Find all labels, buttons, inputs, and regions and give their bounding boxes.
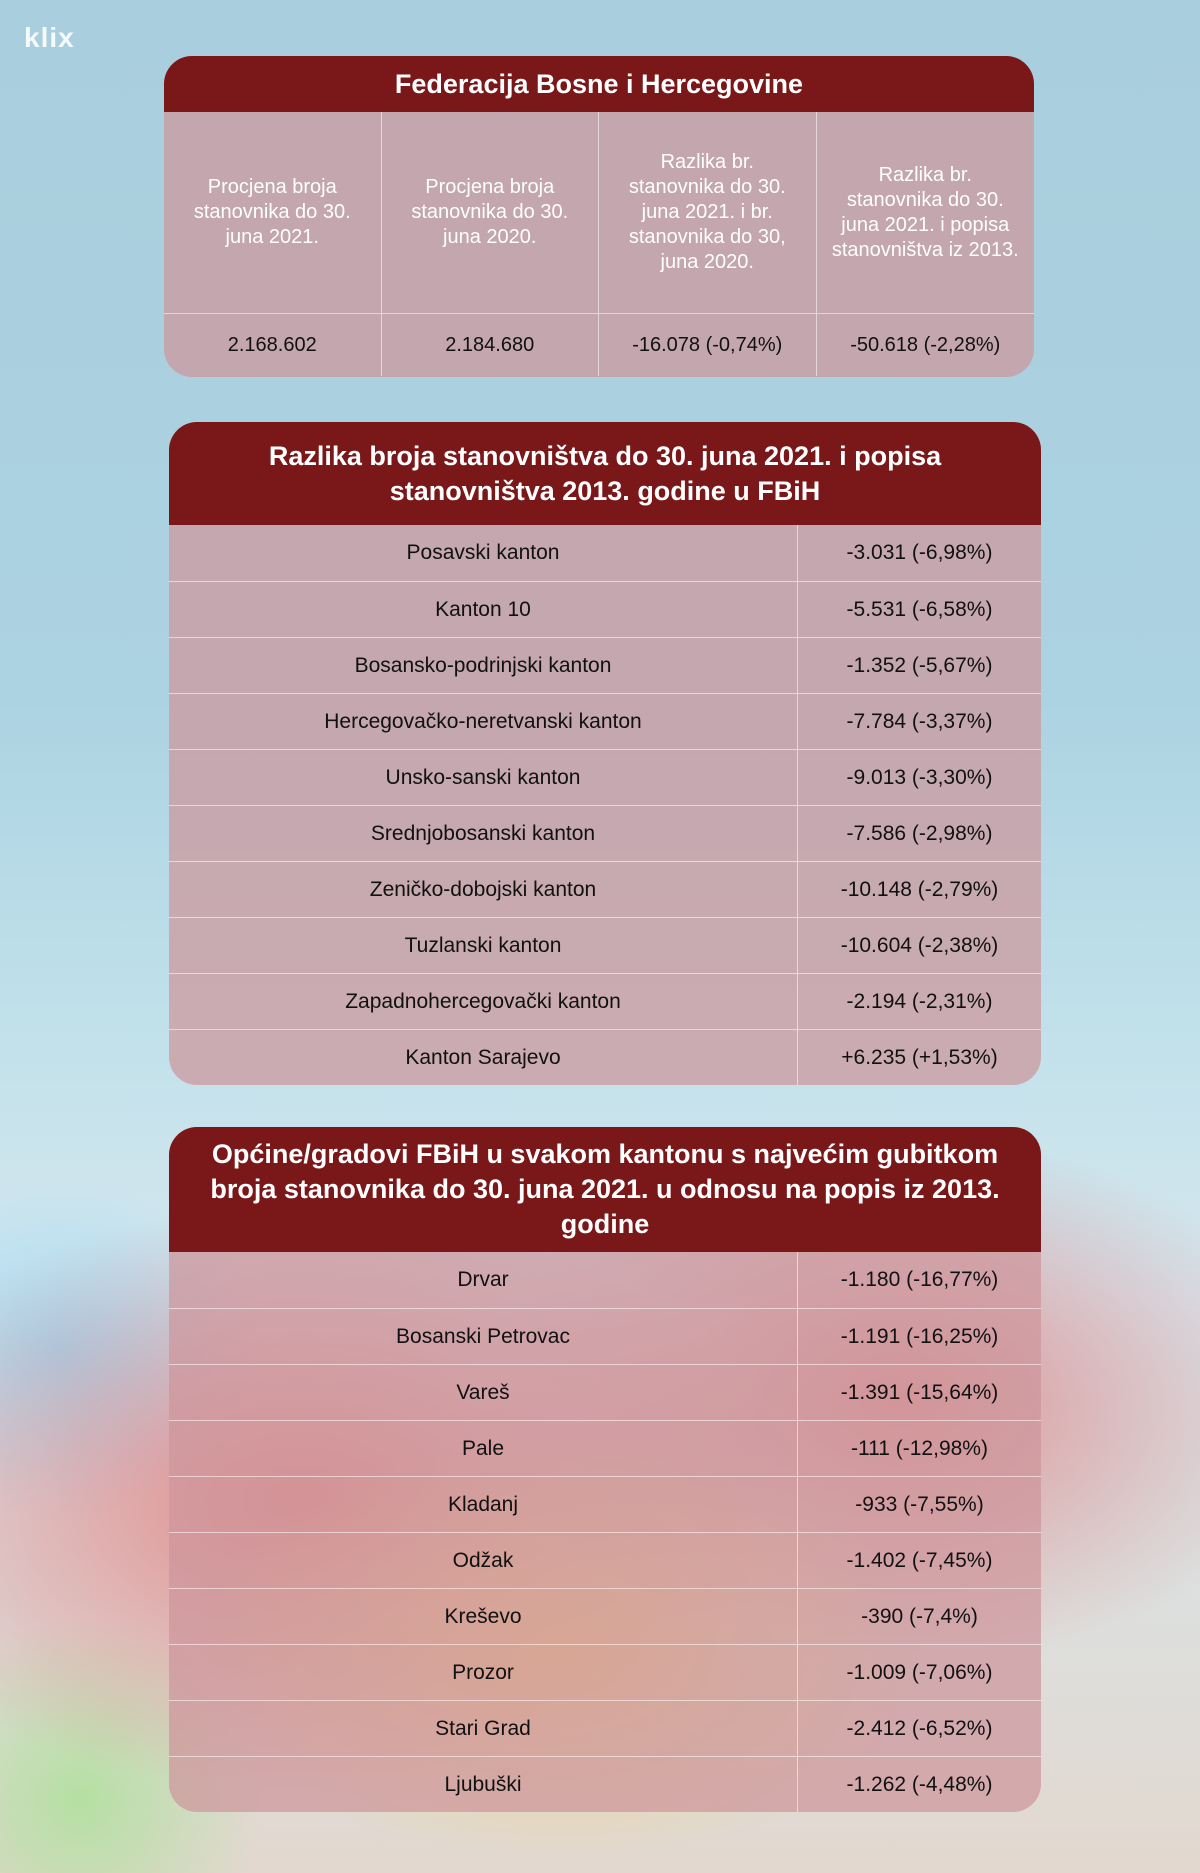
table-cell: -16.078 (-0,74%) — [599, 314, 817, 376]
canton-value: -9.013 (-3,30%) — [846, 765, 993, 789]
canton-name: Srednjobosanski kanton — [169, 806, 798, 861]
municipality-value: -1.402 (-7,45%) — [846, 1548, 993, 1572]
municipality-name: Kreševo — [169, 1589, 798, 1644]
fbih-summary-table — [164, 56, 1034, 377]
canton-name: Bosansko-podrinjski kanton — [169, 638, 798, 693]
canton-name: Tuzlanski kanton — [169, 918, 798, 973]
table-row — [169, 1252, 1041, 1308]
canton-name: Kanton Sarajevo — [169, 1030, 798, 1085]
canton-name: Unsko-sanski kanton — [169, 750, 798, 805]
table-title: Razlika broja stanovništva do 30. juna 2021. i popisa stanovništva 2013. godine u FBiH — [169, 422, 1041, 525]
canton-value: +6.235 (+1,53%) — [841, 1045, 998, 1069]
canton-value: -7.586 (-2,98%) — [846, 821, 993, 845]
table-row — [169, 581, 1041, 637]
table-row — [169, 1029, 1041, 1085]
table-row — [169, 1756, 1041, 1812]
table-row — [169, 637, 1041, 693]
municipality-value: -1.009 (-7,06%) — [846, 1660, 993, 1684]
municipality-name: Pale — [169, 1421, 798, 1476]
municipality-value: -1.391 (-15,64%) — [840, 1380, 999, 1404]
table-row — [169, 1644, 1041, 1700]
table-cell: 2.184.680 — [382, 314, 600, 376]
canton-value: -10.604 (-2,38%) — [840, 933, 999, 957]
table-row — [169, 1700, 1041, 1756]
municipality-name: Prozor — [169, 1645, 798, 1700]
municipality-value: -1.180 (-16,77%) — [840, 1268, 999, 1291]
column-header: Razlika br. stanovnika do 30. juna 2021. i popisa stanovništva iz 2013. — [817, 112, 1035, 314]
table-cell: -50.618 (-2,28%) — [850, 333, 1001, 356]
municipality-value: -390 (-7,4%) — [861, 1604, 978, 1628]
canton-name: Zeničko-dobojski kanton — [169, 862, 798, 917]
table-row — [169, 973, 1041, 1029]
municipality-loss-table — [169, 1127, 1041, 1812]
municipality-value: -111 (-12,98%) — [851, 1436, 988, 1460]
klix-logo: klix — [24, 22, 75, 53]
table-body — [169, 1252, 1041, 1812]
canton-name: Zapadnohercegovački kanton — [169, 974, 798, 1029]
table-row — [169, 1308, 1041, 1364]
table-row — [169, 1420, 1041, 1476]
table-row — [169, 861, 1041, 917]
column-header: Procjena broja stanovnika do 30. juna 2020. — [382, 112, 600, 314]
canton-name: Hercegovačko-neretvanski kanton — [169, 694, 798, 749]
municipality-name: Kladanj — [169, 1477, 798, 1532]
municipality-value: -2.412 (-6,52%) — [846, 1716, 993, 1740]
municipality-value: -933 (-7,55%) — [855, 1492, 984, 1516]
canton-value: -5.531 (-6,58%) — [846, 597, 993, 621]
table-row — [169, 1364, 1041, 1420]
canton-difference-table — [169, 422, 1041, 1085]
table-body — [169, 525, 1041, 1085]
municipality-name: Drvar — [169, 1252, 798, 1308]
municipality-name: Vareš — [169, 1365, 798, 1420]
canton-value: -1.352 (-5,67%) — [846, 653, 993, 677]
canton-value: -7.784 (-3,37%) — [846, 709, 993, 733]
table-title: Općine/gradovi FBiH u svakom kantonu s najvećim gubitkom broja stanovnika do 30. juna 2021. u odnosu na popis iz 2013. godine — [169, 1127, 1041, 1252]
table-row — [169, 749, 1041, 805]
municipality-name: Odžak — [169, 1533, 798, 1588]
municipality-name: Bosanski Petrovac — [169, 1309, 798, 1364]
table-row — [169, 1588, 1041, 1644]
canton-value: -2.194 (-2,31%) — [846, 989, 993, 1013]
municipality-value: -1.262 (-4,48%) — [846, 1772, 993, 1796]
table-row — [169, 805, 1041, 861]
canton-name: Posavski kanton — [169, 525, 798, 581]
canton-value: -10.148 (-2,79%) — [840, 877, 999, 901]
municipality-value: -1.191 (-16,25%) — [840, 1324, 999, 1348]
table-row — [169, 1476, 1041, 1532]
table-title: Federacija Bosne i Hercegovine — [164, 56, 1034, 112]
table-row — [169, 1532, 1041, 1588]
column-header: Procjena broja stanovnika do 30. juna 2021. — [164, 112, 382, 314]
canton-value: -3.031 (-6,98%) — [846, 541, 993, 564]
table-cell: 2.168.602 — [164, 314, 382, 376]
canton-name: Kanton 10 — [169, 582, 798, 637]
table-row — [169, 525, 1041, 581]
municipality-name: Stari Grad — [169, 1701, 798, 1756]
table-row — [169, 917, 1041, 973]
municipality-name: Ljubuški — [169, 1757, 798, 1812]
table-row — [169, 693, 1041, 749]
column-header: Razlika br. stanovnika do 30. juna 2021. i br. stanovnika do 30, juna 2020. — [599, 112, 817, 314]
